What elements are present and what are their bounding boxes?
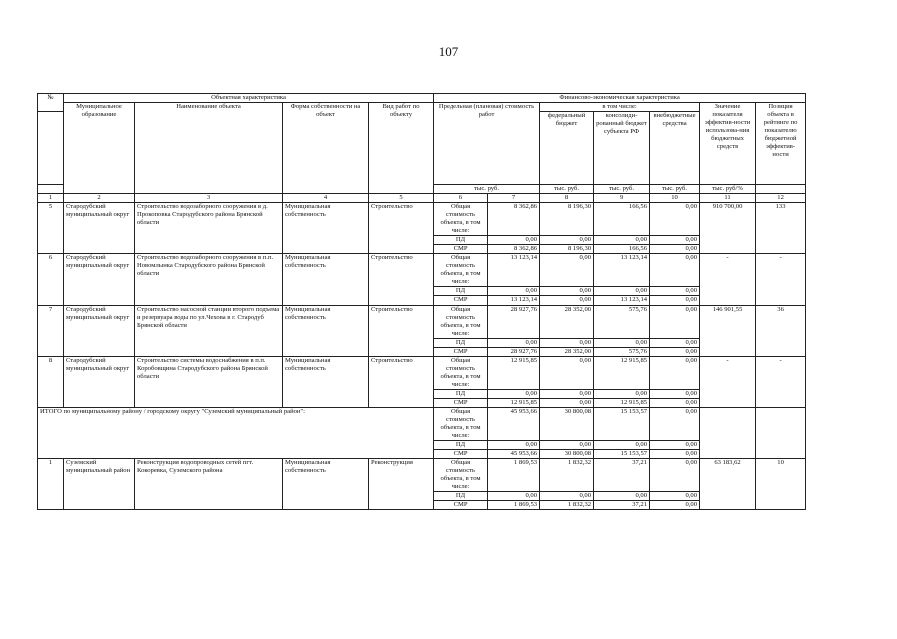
smr-value: 12 915,85 xyxy=(594,398,650,407)
smr-value: 0,00 xyxy=(650,347,700,356)
total-cost-value: 37,21 xyxy=(594,459,650,492)
pd-label: ПД xyxy=(434,441,488,450)
header-object-group: Объектная характеристика xyxy=(64,94,434,103)
header-federal: федеральный бюджет xyxy=(540,112,594,185)
pd-value: 0,00 xyxy=(488,236,540,245)
col-number: 8 xyxy=(540,194,594,203)
total-cost-value: 0,00 xyxy=(540,254,594,287)
object-number: 1 xyxy=(38,459,64,510)
object-ownership: Муниципальная собственность xyxy=(283,305,369,356)
page-number: 107 xyxy=(438,44,459,59)
col-number: 5 xyxy=(369,194,434,203)
total-cost-value: 12 915,85 xyxy=(488,356,540,389)
smr-value: 37,21 xyxy=(594,501,650,510)
smr-value: 8 196,30 xyxy=(540,245,594,254)
smr-value: 1 832,32 xyxy=(540,501,594,510)
smr-value: 30 800,08 xyxy=(540,450,594,459)
header-municipality: Муниципальное образование xyxy=(64,103,135,194)
total-cost-value: 45 953,66 xyxy=(488,407,540,440)
header-object-name: Наименование объекта xyxy=(135,103,283,194)
smr-value: 166,56 xyxy=(594,245,650,254)
smr-label: СМР xyxy=(434,296,488,305)
object-municipality: Стародубский муниципальный округ xyxy=(64,203,135,254)
object-rank: - xyxy=(756,356,806,407)
itogo-blank xyxy=(756,407,806,458)
smr-value: 28 927,76 xyxy=(488,347,540,356)
object-rank: 133 xyxy=(756,203,806,254)
pd-value: 0,00 xyxy=(488,492,540,501)
header-indicator: Значение показателя эффектив-ности использова-ния бюджетных средств xyxy=(700,103,756,185)
pd-label: ПД xyxy=(434,338,488,347)
blank-header-cell xyxy=(38,112,64,185)
object-indicator: 146 901,55 xyxy=(700,305,756,356)
smr-value: 15 153,57 xyxy=(594,450,650,459)
total-cost-value: 0,00 xyxy=(650,305,700,338)
object-number: 8 xyxy=(38,356,64,407)
col-number: 12 xyxy=(756,194,806,203)
total-cost-value: 8 362,86 xyxy=(488,203,540,236)
itogo-label: ИТОГО по муниципальному району / городскому округу "Суземский муниципальный район": xyxy=(38,407,434,458)
smr-value: 0,00 xyxy=(540,398,594,407)
total-cost-value: 8 196,30 xyxy=(540,203,594,236)
total-cost-label: Общая стоимость объекта, в том числе: xyxy=(434,356,488,389)
blank-units-cell xyxy=(38,185,64,194)
smr-value: 0,00 xyxy=(650,450,700,459)
pd-value: 0,00 xyxy=(594,441,650,450)
object-row xyxy=(38,305,806,338)
total-cost-value: 28 352,00 xyxy=(540,305,594,338)
total-cost-label: Общая стоимость объекта, в том числе: xyxy=(434,254,488,287)
header-ownership: Форма собственности на объект xyxy=(283,103,369,194)
col-number: 3 xyxy=(135,194,283,203)
pd-value: 0,00 xyxy=(594,492,650,501)
total-cost-label: Общая стоимость объекта, в том числе: xyxy=(434,459,488,492)
col-number: 9 xyxy=(594,194,650,203)
pd-value: 0,00 xyxy=(540,338,594,347)
total-cost-value: 30 800,08 xyxy=(540,407,594,440)
smr-value: 575,76 xyxy=(594,347,650,356)
total-cost-value: 13 123,14 xyxy=(594,254,650,287)
object-municipality: Стародубский муниципальный округ xyxy=(64,254,135,305)
header-rank: Позиция объекта в рейтинге по показателю бюджетной эффектив-ности xyxy=(756,103,806,185)
object-rank: - xyxy=(756,254,806,305)
pd-value: 0,00 xyxy=(488,338,540,347)
header-finance-group: Финансово-экономическая характеристика xyxy=(434,94,806,103)
object-work-type: Строительство xyxy=(369,305,434,356)
object-rank: 36 xyxy=(756,305,806,356)
unit-fed: тыс. руб. xyxy=(540,185,594,194)
total-cost-value: 15 153,57 xyxy=(594,407,650,440)
col-number: 6 xyxy=(434,194,488,203)
object-work-type: Строительство xyxy=(369,254,434,305)
header-cost-limit: Предельная (плановая) стоимость работ xyxy=(434,103,540,185)
smr-label: СМР xyxy=(434,398,488,407)
column-numbers-row xyxy=(38,194,806,203)
header-row-1 xyxy=(38,94,806,103)
object-row xyxy=(38,459,806,492)
smr-value: 13 123,14 xyxy=(594,296,650,305)
col-number: 7 xyxy=(488,194,540,203)
col-number: 10 xyxy=(650,194,700,203)
smr-value: 13 123,14 xyxy=(488,296,540,305)
object-indicator: - xyxy=(700,356,756,407)
pd-value: 0,00 xyxy=(488,287,540,296)
header-work-type: Вид работ по объекту xyxy=(369,103,434,194)
total-cost-value: 28 927,76 xyxy=(488,305,540,338)
smr-value: 0,00 xyxy=(650,296,700,305)
pd-label: ПД xyxy=(434,236,488,245)
unit-cost: тыс. руб. xyxy=(434,185,540,194)
total-cost-label: Общая стоимость объекта, в том числе: xyxy=(434,305,488,338)
pd-label: ПД xyxy=(434,287,488,296)
total-cost-value: 1 869,53 xyxy=(488,459,540,492)
pd-label: ПД xyxy=(434,389,488,398)
object-ownership: Муниципальная собственность xyxy=(283,254,369,305)
pd-value: 0,00 xyxy=(488,441,540,450)
object-row xyxy=(38,203,806,236)
smr-value: 12 915,85 xyxy=(488,398,540,407)
object-work-type: Реконструкция xyxy=(369,459,434,510)
unit-off: тыс. руб. xyxy=(650,185,700,194)
total-cost-value: 166,56 xyxy=(594,203,650,236)
total-cost-value: 13 123,14 xyxy=(488,254,540,287)
total-cost-value: 0,00 xyxy=(650,407,700,440)
col-number: 4 xyxy=(283,194,369,203)
total-cost-value: 575,76 xyxy=(594,305,650,338)
pd-value: 0,00 xyxy=(594,338,650,347)
total-cost-value: 0,00 xyxy=(540,356,594,389)
pd-value: 0,00 xyxy=(540,389,594,398)
smr-label: СМР xyxy=(434,347,488,356)
object-indicator: 63 183,62 xyxy=(700,459,756,510)
total-cost-label: Общая стоимость объекта, в том числе: xyxy=(434,407,488,440)
pd-value: 0,00 xyxy=(594,287,650,296)
object-row xyxy=(38,356,806,389)
smr-value: 0,00 xyxy=(650,501,700,510)
object-ownership: Муниципальная собственность xyxy=(283,459,369,510)
object-number: 7 xyxy=(38,305,64,356)
pd-value: 0,00 xyxy=(594,236,650,245)
smr-value: 0,00 xyxy=(650,398,700,407)
col-number: 11 xyxy=(700,194,756,203)
unit-ind: тыс. руб/% xyxy=(700,185,756,194)
object-rank: 10 xyxy=(756,459,806,510)
smr-value: 1 869,53 xyxy=(488,501,540,510)
object-number: 6 xyxy=(38,254,64,305)
object-work-type: Строительство xyxy=(369,203,434,254)
smr-label: СМР xyxy=(434,501,488,510)
total-cost-value: 12 915,85 xyxy=(594,356,650,389)
pd-value: 0,00 xyxy=(594,389,650,398)
object-indicator: - xyxy=(700,254,756,305)
header-offbudget: внебюджетные средства xyxy=(650,112,700,185)
total-cost-value: 0,00 xyxy=(650,254,700,287)
object-ownership: Муниципальная собственность xyxy=(283,203,369,254)
smr-label: СМР xyxy=(434,450,488,459)
smr-value: 0,00 xyxy=(650,245,700,254)
object-number: 5 xyxy=(38,203,64,254)
pd-value: 0,00 xyxy=(650,441,700,450)
object-municipality: Стародубский муниципальный округ xyxy=(64,305,135,356)
header-num: № xyxy=(38,94,64,112)
object-work-type: Строительство xyxy=(369,356,434,407)
total-cost-label: Общая стоимость объекта, в том числе: xyxy=(434,203,488,236)
col-number: 2 xyxy=(64,194,135,203)
pd-value: 0,00 xyxy=(540,441,594,450)
object-name: Строительство насосной станции второго подъема и резервуара воды по ул.Чехова в г. Стародуб Брянской области xyxy=(135,305,283,356)
object-indicator: 910 700,00 xyxy=(700,203,756,254)
pd-value: 0,00 xyxy=(540,236,594,245)
pd-value: 0,00 xyxy=(650,492,700,501)
pd-value: 0,00 xyxy=(650,287,700,296)
itogo-blank xyxy=(700,407,756,458)
pd-value: 0,00 xyxy=(650,389,700,398)
object-municipality: Суземский муниципальный район xyxy=(64,459,135,510)
object-municipality: Стародубский муниципальный округ xyxy=(64,356,135,407)
pd-label: ПД xyxy=(434,492,488,501)
smr-value: 45 953,66 xyxy=(488,450,540,459)
investment-objects-table xyxy=(37,93,806,510)
smr-label: СМР xyxy=(434,245,488,254)
object-name: Строительство системы водоснабжения в п.п. Коробовщина Стародубского района Брянской области xyxy=(135,356,283,407)
total-cost-value: 0,00 xyxy=(650,203,700,236)
object-name: Строительство водозаборного сооружения в п.п. Новомлынка Стародубского района Брянской области xyxy=(135,254,283,305)
pd-value: 0,00 xyxy=(488,389,540,398)
col-number: 1 xyxy=(38,194,64,203)
unit-rank-blank xyxy=(756,185,806,194)
header-consolidated: консолиди-рованный бюджет субъекта РФ xyxy=(594,112,650,185)
total-cost-value: 0,00 xyxy=(650,459,700,492)
pd-value: 0,00 xyxy=(540,492,594,501)
object-row xyxy=(38,254,806,287)
total-cost-value: 1 832,32 xyxy=(540,459,594,492)
itogo-row xyxy=(38,407,806,440)
unit-cons: тыс. руб. xyxy=(594,185,650,194)
pd-value: 0,00 xyxy=(650,338,700,347)
object-name: Строительство водозаборного сооружения в д. Прокоповка Стародубского района Брянской области xyxy=(135,203,283,254)
header-including: в том числе: xyxy=(540,103,700,112)
smr-value: 0,00 xyxy=(540,296,594,305)
header-row-2 xyxy=(38,103,806,112)
object-ownership: Муниципальная собственность xyxy=(283,356,369,407)
smr-value: 8 362,86 xyxy=(488,245,540,254)
total-cost-value: 0,00 xyxy=(650,356,700,389)
pd-value: 0,00 xyxy=(650,236,700,245)
pd-value: 0,00 xyxy=(540,287,594,296)
object-name: Реконструкция водопроводных сетей пгт. Кокоревка, Суземского района xyxy=(135,459,283,510)
smr-value: 28 352,00 xyxy=(540,347,594,356)
